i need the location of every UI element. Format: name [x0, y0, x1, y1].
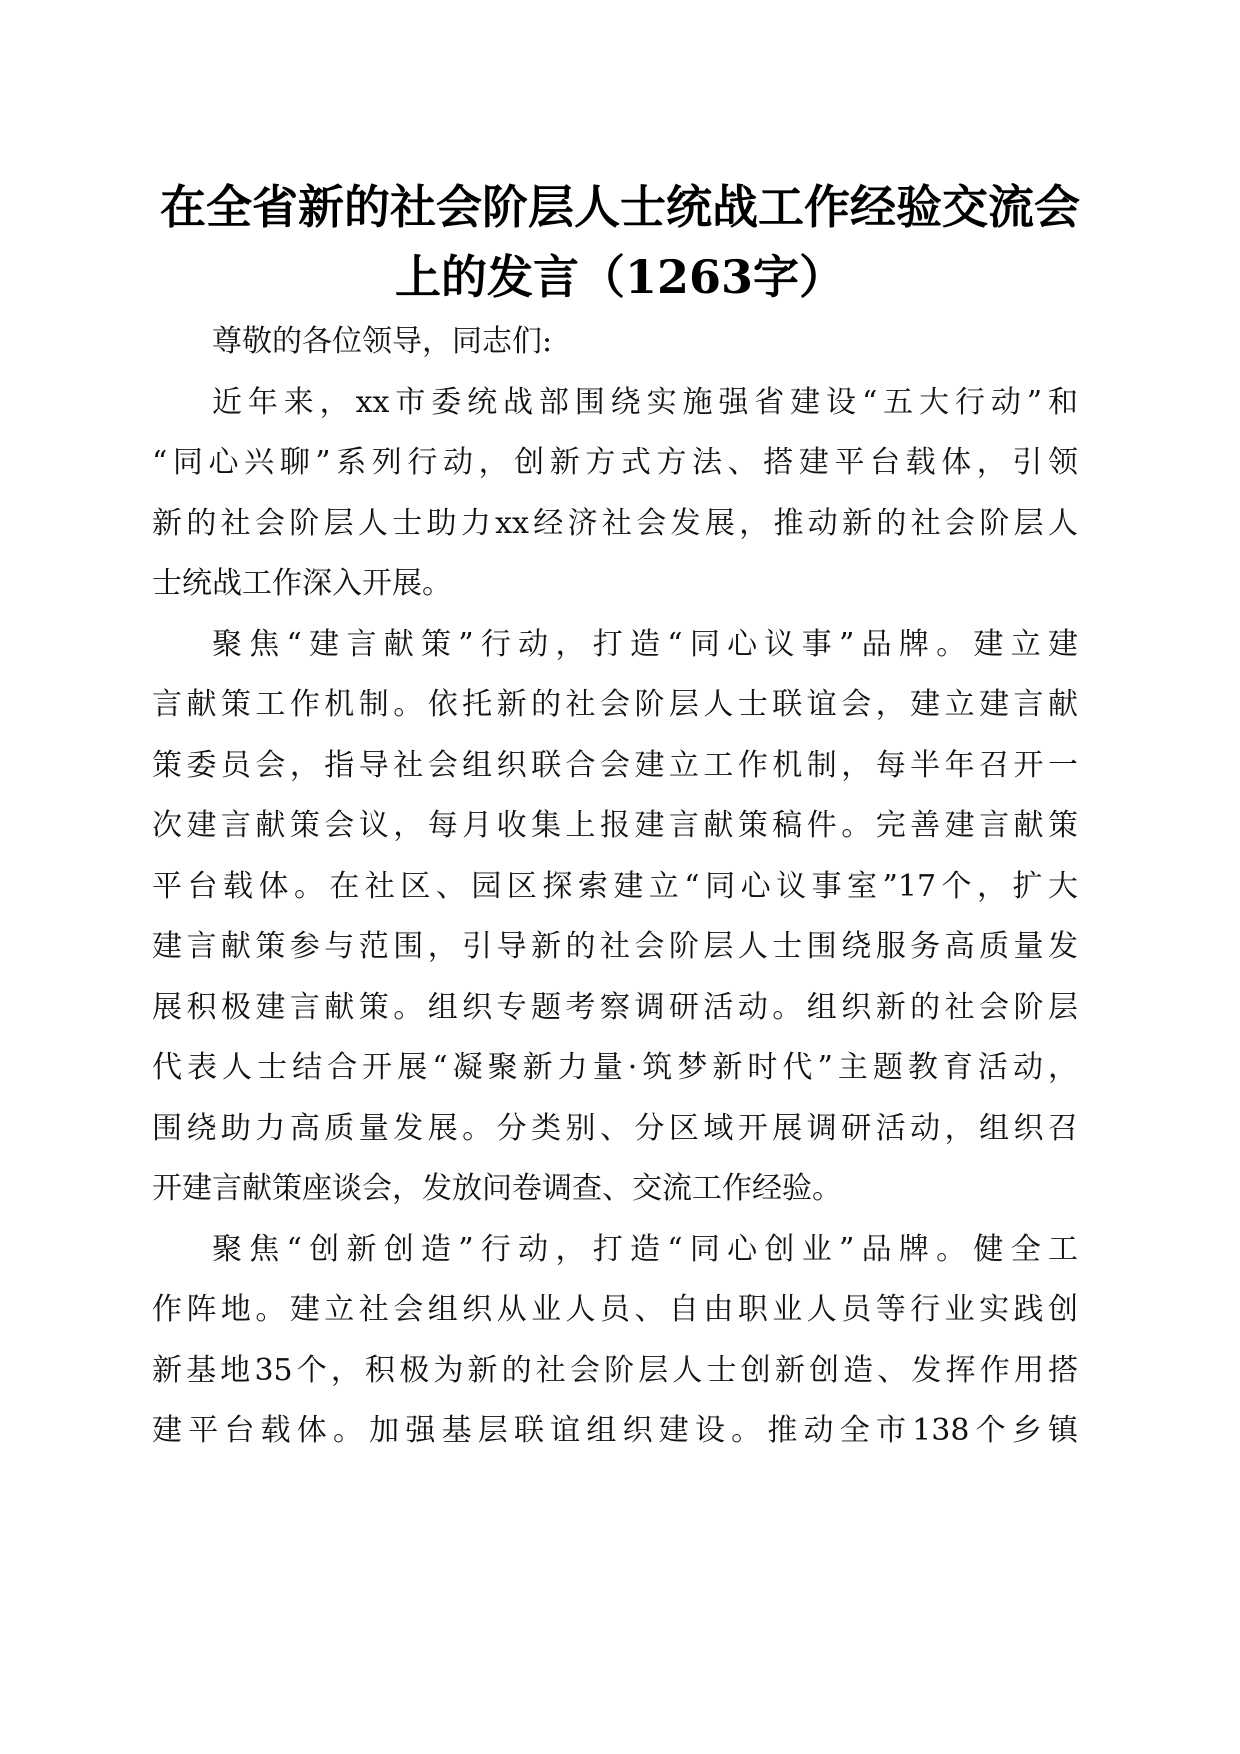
- paragraph-1: [152, 373, 1078, 615]
- document-body: [152, 312, 1078, 1462]
- paragraph-line: 作阵地。建立社会组织从业人员、自由职业人员等行业实践创: [152, 1292, 1078, 1327]
- paragraph-line: “同心兴聊”系列行动，创新方式方法、搭建平台载体，引领: [152, 445, 1078, 480]
- paragraph-line: 开建言献策座谈会，发放问卷调查、交流工作经验。: [152, 1171, 842, 1206]
- paragraph-line: 次建言献策会议，每月收集上报建言献策稿件。完善建言献策: [152, 808, 1078, 843]
- paragraph-line: 代表人士结合开展“凝聚新力量·筑梦新时代”主题教育活动，: [152, 1050, 1078, 1085]
- paragraph-line: 新的社会阶层人士助力xx经济社会发展，推动新的社会阶层人: [152, 505, 1078, 541]
- paragraph-line: 平台载体。在社区、园区探索建立“同心议事室”17个，扩大: [152, 868, 1078, 904]
- paragraph-line: 聚焦“建言献策”行动，打造“同心议事”品牌。建立建: [212, 626, 1078, 662]
- document-title: [140, 172, 1100, 312]
- paragraph-line: 近年来，xx市委统战部围绕实施强省建设“五大行动”和: [212, 384, 1078, 420]
- paragraph-line: 聚焦“创新创造”行动，打造“同心创业”品牌。健全工: [212, 1231, 1078, 1267]
- paragraph-line: 建言献策参与范围，引导新的社会阶层人士围绕服务高质量发: [152, 929, 1078, 964]
- paragraph-line: 新基地35个，积极为新的社会阶层人士创新创造、发挥作用搭: [152, 1352, 1078, 1388]
- paragraph-line: 策委员会，指导社会组织联合会建立工作机制，每半年召开一: [152, 747, 1078, 783]
- paragraph-line: 建平台载体。加强基层联谊组织建设。推动全市138个乡镇: [152, 1413, 1078, 1448]
- paragraph-line: 围绕助力高质量发展。分类别、分区域开展调研活动，组织召: [152, 1110, 1078, 1146]
- paragraph-line: 士统战工作深入开展。: [152, 566, 452, 601]
- paragraph-3: [152, 1220, 1078, 1462]
- title-line-2: 上的发言（1263字）: [394, 250, 846, 304]
- paragraph-line: 言献策工作机制。依托新的社会阶层人士联谊会，建立建言献: [152, 687, 1078, 722]
- paragraph-line: 展积极建言献策。组织专题考察调研活动。组织新的社会阶层: [152, 989, 1078, 1025]
- paragraph-2: [152, 615, 1078, 1220]
- greeting: 尊敬的各位领导，同志们:: [212, 324, 553, 359]
- title-line-1: 在全省新的社会阶层人士统战工作经验交流会: [160, 180, 1080, 234]
